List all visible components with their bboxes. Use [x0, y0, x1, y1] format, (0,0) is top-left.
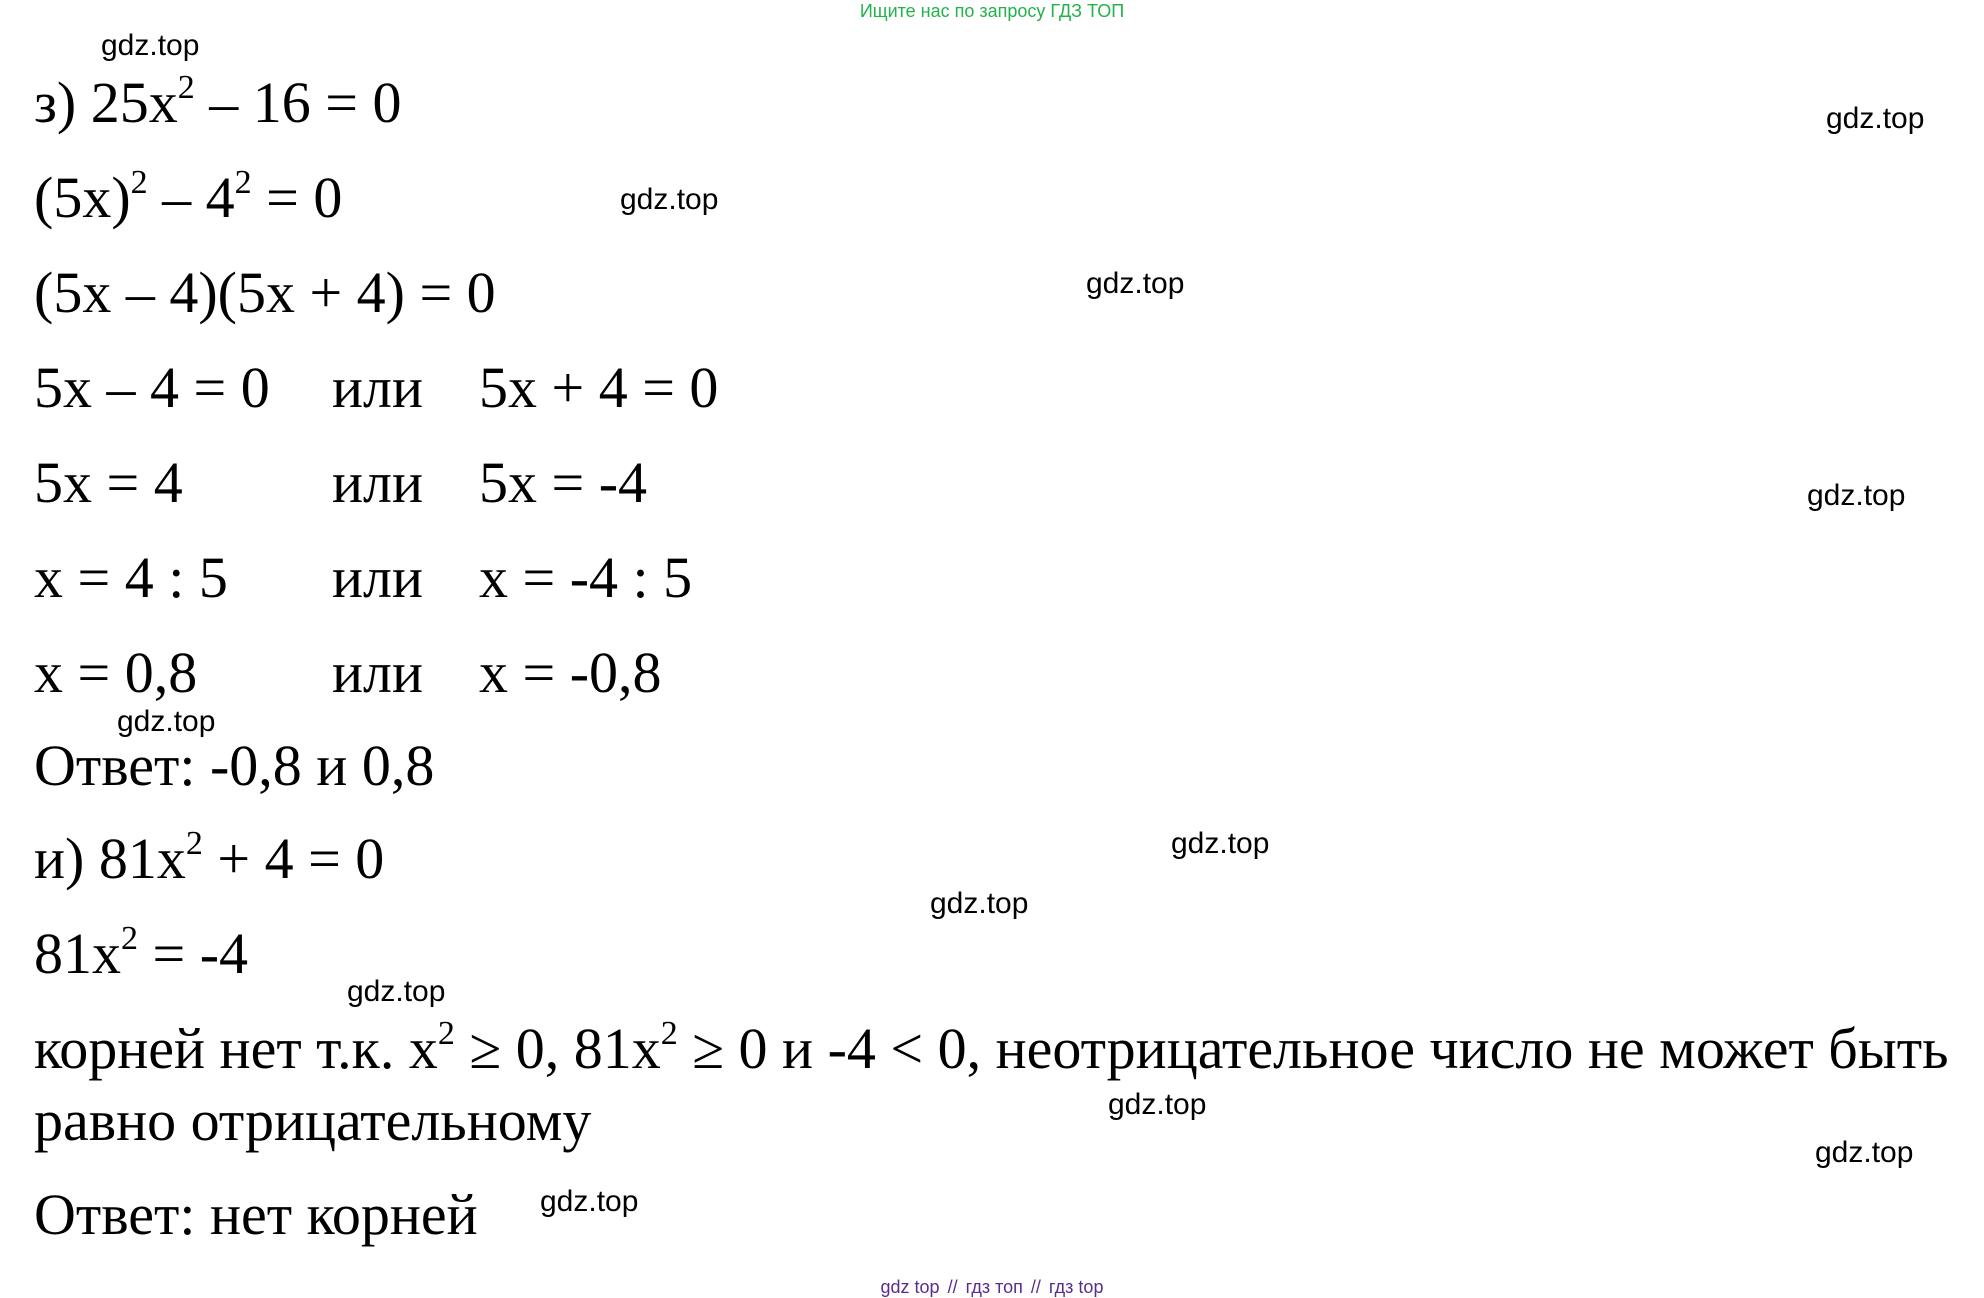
footer-links — [0, 1276, 1984, 1298]
problem-i-step-1: $81x^2 = -4$ — [34, 920, 249, 986]
footer-separator: // — [947, 1277, 958, 1297]
watermark: gdz.top — [930, 887, 1029, 920]
problem-z-answer: Ответ: -0,8 и 0,8 — [34, 733, 435, 798]
watermark: gdz.top — [1826, 102, 1925, 135]
watermark: gdz.top — [101, 29, 200, 62]
watermark: gdz.top — [117, 705, 216, 738]
problem-i-title: и) $81x^2 + 4 = 0$ — [34, 825, 385, 891]
problem-i-reason-line-1: корней нет т.к. $x^2 \ge 0$, $81x^2 \ge 0$ и -4 < 0, неотрицательное число не может быть — [34, 1015, 1949, 1081]
problem-z-row-3: x = 4 : 5 или x = -4 : 5 — [34, 545, 693, 610]
footer-link-gdz-top-ru[interactable]: гдз топ — [965, 1277, 1023, 1297]
watermark: gdz.top — [1171, 827, 1270, 860]
problem-z-row-4: x = 0,8 или x = -0,8 — [34, 640, 662, 705]
footer-link-gdz-top-mixed[interactable]: гдз top — [1048, 1277, 1104, 1297]
watermark: gdz.top — [347, 975, 446, 1008]
watermark: gdz.top — [1086, 267, 1185, 300]
problem-z-title: з) $25x^2 - 16 = 0$ — [34, 69, 402, 135]
footer-link-gdz-top[interactable]: gdz top — [880, 1277, 940, 1297]
problem-z-row-1: 5x – 4 = 0 или 5x + 4 = 0 — [34, 355, 719, 420]
watermark: gdz.top — [1807, 479, 1906, 512]
footer-separator: // — [1030, 1277, 1041, 1297]
watermark: gdz.top — [540, 1185, 639, 1218]
problem-z-step-2: (5x – 4)(5x + 4) = 0 — [34, 260, 496, 325]
problem-i-reason-line-2: равно отрицательному — [34, 1088, 592, 1153]
problem-z-row-2: 5x = 4 или 5x = -4 — [34, 450, 648, 515]
watermark: gdz.top — [1815, 1136, 1914, 1169]
watermark: gdz.top — [1108, 1088, 1207, 1121]
search-hint-link[interactable]: Ищите нас по запросу ГДЗ ТОП — [859, 1, 1125, 21]
watermark: gdz.top — [620, 183, 719, 216]
problem-i-answer: Ответ: нет корней — [34, 1182, 478, 1247]
problem-z-step-1: $(5x)^2 - 4^2 = 0$ — [34, 164, 343, 230]
